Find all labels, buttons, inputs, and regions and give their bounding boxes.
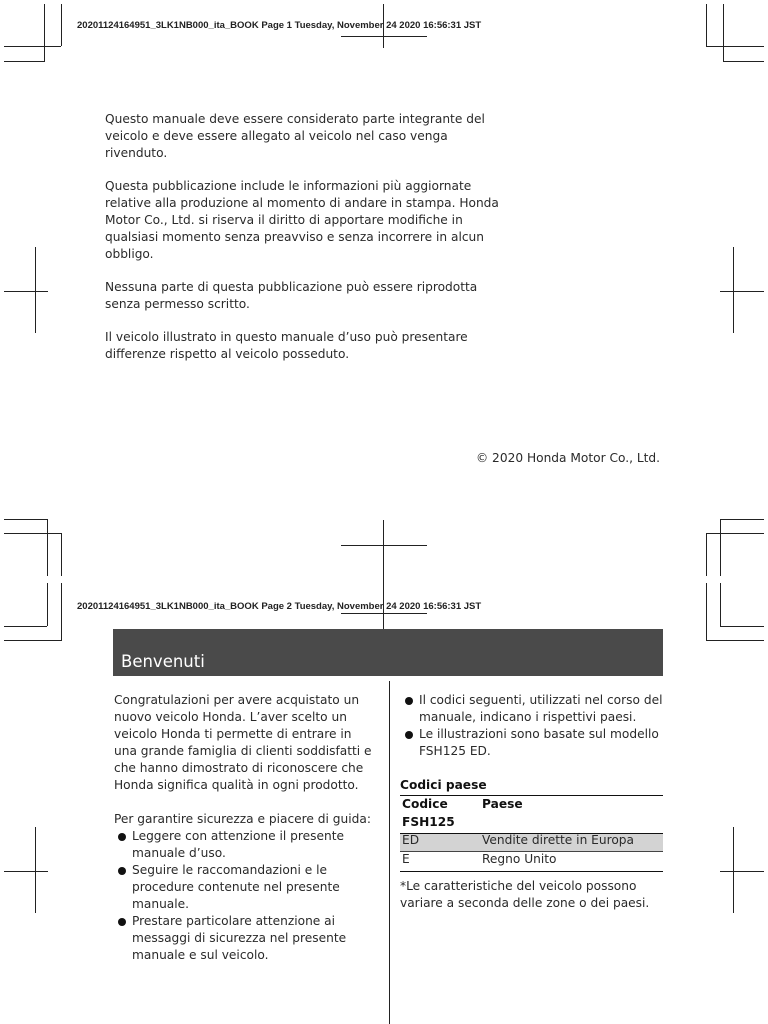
country-codes-title: Codici paese [400,778,487,792]
row-code: E [402,852,410,866]
model-code: FSH125 [402,815,455,829]
table-header-row [400,797,663,814]
page2-header: 20201124164951_3LK1NB000_ita_BOOK Page 2 Tuesday, November 24 2020 16:56:31 JST [77,601,482,612]
row-code: ED [402,833,420,847]
bullet-icon [118,918,126,926]
page1-header: 20201124164951_3LK1NB000_ita_BOOK Page 1 Tuesday, November 24 2020 16:56:31 JST [77,20,482,31]
header-country: Paese [482,797,523,811]
list-item: Le illustrazioni sono basate sul modello FSH125 ED. [401,726,663,760]
page1-paragraph: Questo manuale deve essere considerato parte integrante del veicolo e deve essere allegato al veicolo nel caso venga rivenduto. [105,112,485,160]
list-item: Il codici seguenti, utilizzati nel corso del manuale, indicano i rispettivi paesi. [401,692,663,726]
safety-lead: Per garantire sicurezza e piacere di guida: [114,812,371,826]
bullet-icon [118,867,126,875]
left-column [114,692,376,964]
table-row [400,833,663,850]
header-code: Codice [402,797,448,811]
list-item: Seguire le raccomandazioni e le procedure contenute nel presente manuale. [114,862,376,913]
footnote: *Le caratteristiche del veicolo possono variare a seconda delle zone o dei paesi. [400,879,650,910]
bullet-icon [405,731,413,739]
list-item: Leggere con attenzione il presente manuale d’uso. [114,828,376,862]
section-banner [113,629,663,676]
page1-body [105,111,505,379]
list-item: Prestare particolare attenzione ai messaggi di sicurezza nel presente manuale e sul veicolo. [114,913,376,964]
safety-list [114,828,376,964]
table-model-row [400,815,663,832]
table-row [400,852,663,869]
column-divider [389,681,390,1024]
right-column [401,692,663,760]
intro-paragraph: Congratulazioni per avere acquistato un nuovo veicolo Honda. L’aver scelto un veicolo Honda ti permette di entrare in una grande famiglia di clienti soddisfatti e che hanno dimostrato di riconoscere che Honda significa qualità in ogni prodotto. [114,693,372,792]
page1-paragraph: Il veicolo illustrato in questo manuale d’uso può presentare differenze rispetto al veicolo posseduto. [105,330,468,361]
copyright-notice: © 2020 Honda Motor Co., Ltd. [476,451,661,465]
info-list [401,692,663,760]
bullet-icon [118,833,126,841]
row-country: Regno Unito [482,852,557,866]
bullet-icon [405,697,413,705]
page1-paragraph: Questa pubblicazione include le informazioni più aggiornate relative alla produzione al momento di andare in stampa. Honda Motor Co., Ltd. si riserva il diritto di apportare modifiche in qualsiasi momento senza preavviso e senza incorrere in alcun obbligo. [105,179,499,261]
page1-paragraph: Nessuna parte di questa pubblicazione può essere riprodotta senza permesso scritto. [105,280,478,311]
section-title: Benvenuti [121,652,205,671]
row-country: Vendite dirette in Europa [482,833,634,847]
